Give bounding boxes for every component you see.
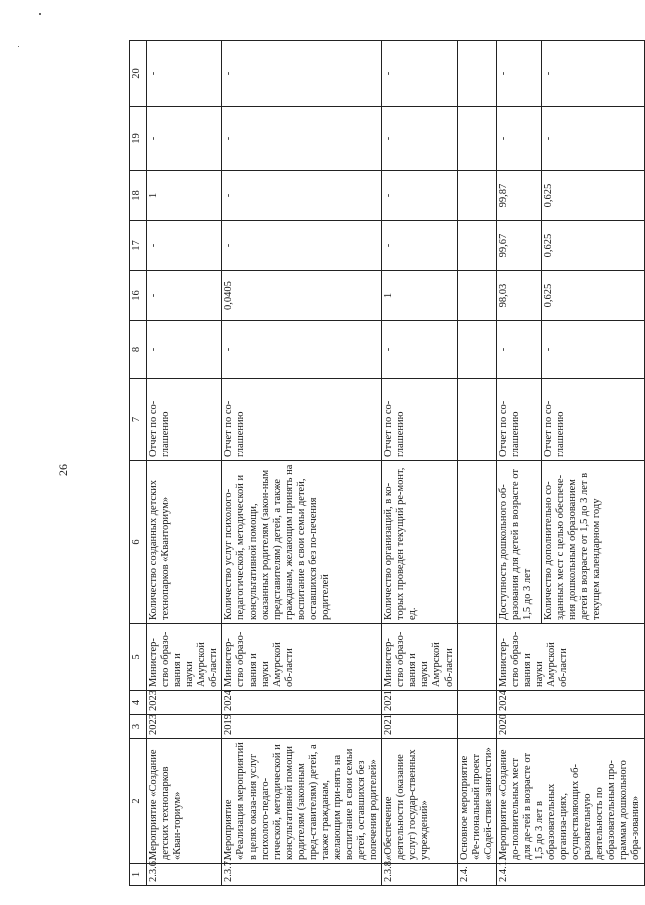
- row-value: -: [496, 321, 541, 379]
- empty-cell: [457, 461, 496, 624]
- table-row: [222, 41, 382, 886]
- row-value: -: [496, 107, 541, 171]
- table-row: [147, 41, 222, 886]
- row-value: 0,625: [541, 221, 644, 271]
- row-source: Отчет по со-глашению: [222, 379, 382, 461]
- row-value: -: [222, 321, 382, 379]
- row-value: 99,87: [496, 171, 541, 221]
- row-name: «Обеспечение деятельности (оказание услуг) государ-ственных учреждений»: [382, 739, 457, 864]
- column-header: 2: [130, 739, 147, 864]
- empty-cell: [457, 221, 496, 271]
- row-end: 2021: [382, 691, 457, 715]
- row-value: -: [382, 107, 457, 171]
- empty-cell: [457, 107, 496, 171]
- row-value: -: [382, 321, 457, 379]
- row-value: -: [541, 107, 644, 171]
- scan-speck: [39, 13, 41, 15]
- row-start: 2020: [496, 715, 644, 739]
- empty-cell: [457, 379, 496, 461]
- column-header: 6: [130, 461, 147, 624]
- column-header: 1: [130, 864, 147, 886]
- row-source: Отчет по со-глашению: [496, 379, 541, 461]
- row-end: 2023: [147, 691, 222, 715]
- row-executor: Министер-ство образо-вания и науки Амурской об-ласти: [382, 624, 457, 691]
- row-executor: Министер-ство образо-вания и науки Амурской об-ласти: [147, 624, 222, 691]
- row-name: Мероприятие «Создание до-полнительных мест для де-тей в возрасте от 1,5 до 3 лет в образовательных организа-циях, осуществляющих об-разовательную деятельность по образовательным про-граммам дошкольного обра-зования»: [496, 739, 644, 864]
- empty-cell: [457, 624, 496, 691]
- column-header: 18: [130, 171, 147, 221]
- row-executor: Министер-ство образо-вания и науки Амурской об-ласти: [222, 624, 382, 691]
- row-value: -: [382, 221, 457, 271]
- row-value: -: [147, 271, 222, 321]
- data-table: [129, 40, 645, 886]
- page-number: 26: [56, 464, 70, 476]
- row-name: Мероприятие «Реализация мероприятий в целях оказа-ния услуг психолого-педаго-гической, методической и консультативной помощи родителям (законным пред-ставителям) детей, а также гражданам, желающим при-нять на воспитание в свои семьи детей, оставшихся без попечения родителей»: [222, 739, 382, 864]
- header-row: [130, 41, 147, 886]
- scan-speck: [18, 46, 19, 47]
- column-header: 4: [130, 691, 147, 715]
- table-row: [457, 41, 496, 886]
- column-header: 16: [130, 271, 147, 321]
- table-row: [382, 41, 457, 886]
- row-value: -: [222, 171, 382, 221]
- empty-cell: [457, 691, 496, 715]
- row-indicator: Количество созданных детских технопарков «Кванториум»: [147, 461, 222, 624]
- row-source: Отчет по со-глашению: [382, 379, 457, 461]
- row-end: 2024: [222, 691, 382, 715]
- empty-cell: [457, 321, 496, 379]
- row-value: 98,03: [496, 271, 541, 321]
- column-header: 3: [130, 715, 147, 739]
- row-value: 99,67: [496, 221, 541, 271]
- column-header: 19: [130, 107, 147, 171]
- row-indicator: Количество услуг психолого-педагогической, методической и консультативной помощи, оказанных родителям (закон-ным представителям) детей, а также гражданам, желающим принять на воспитание в свои семьи детей, оставшихся без по-печения родителей: [222, 461, 382, 624]
- row-name: Мероприятие «Создание детских технопарков «Кван-ториум»: [147, 739, 222, 864]
- row-id: 2.3.7.: [222, 864, 382, 886]
- empty-cell: [457, 41, 496, 107]
- row-value: -: [541, 321, 644, 379]
- row-id: 2.4.1.: [496, 864, 644, 886]
- row-value: -: [222, 107, 382, 171]
- empty-cell: [457, 715, 496, 739]
- row-value: -: [222, 41, 382, 107]
- row-value: -: [147, 41, 222, 107]
- row-start: 2023: [147, 715, 222, 739]
- row-value: 1: [382, 271, 457, 321]
- row-value: -: [496, 41, 541, 107]
- row-start: 2019: [222, 715, 382, 739]
- empty-cell: [457, 171, 496, 221]
- row-id: 2.3.8.: [382, 864, 457, 886]
- row-value: -: [541, 41, 644, 107]
- row-source: Отчет по со-глашению: [147, 379, 222, 461]
- column-header: 8: [130, 321, 147, 379]
- row-value: -: [147, 107, 222, 171]
- row-start: 2021: [382, 715, 457, 739]
- column-header: 5: [130, 624, 147, 691]
- row-end: 2024: [496, 691, 644, 715]
- row-indicator: Количество дополнительно со-зданных мест с целью обеспече-ния дошкольным образованием детей в возрасте от 1,5 до 3 лет в текущем календарном году: [541, 461, 644, 624]
- row-executor: Министер-ство образо-вания и науки Амурской об-ласти: [496, 624, 644, 691]
- column-header: 7: [130, 379, 147, 461]
- row-value: 0,625: [541, 271, 644, 321]
- row-indicator: Доступность дошкольного об-разования для детей в возрасте от 1,5 до 3 лет: [496, 461, 541, 624]
- row-value: -: [382, 171, 457, 221]
- rotated-table-wrapper: [129, 41, 642, 886]
- row-name: Основное мероприятие «Ре-гиональный проект «Содей-ствие занятости»: [457, 739, 496, 864]
- empty-cell: [457, 271, 496, 321]
- row-value: -: [382, 41, 457, 107]
- column-header: 17: [130, 221, 147, 271]
- row-value: -: [147, 221, 222, 271]
- column-header: 20: [130, 41, 147, 107]
- row-id: 2.4.: [457, 864, 496, 886]
- row-source: Отчет по со-глашению: [541, 379, 644, 461]
- row-value: 1: [147, 171, 222, 221]
- row-id: 2.3.6.: [147, 864, 222, 886]
- row-indicator: Количество организаций, в ко-торых проведен текущий ре-монт, ед.: [382, 461, 457, 624]
- row-value: 0,625: [541, 171, 644, 221]
- row-value: -: [222, 221, 382, 271]
- table-row: [496, 41, 541, 886]
- row-value: -: [147, 321, 222, 379]
- row-value: 0,0405: [222, 271, 382, 321]
